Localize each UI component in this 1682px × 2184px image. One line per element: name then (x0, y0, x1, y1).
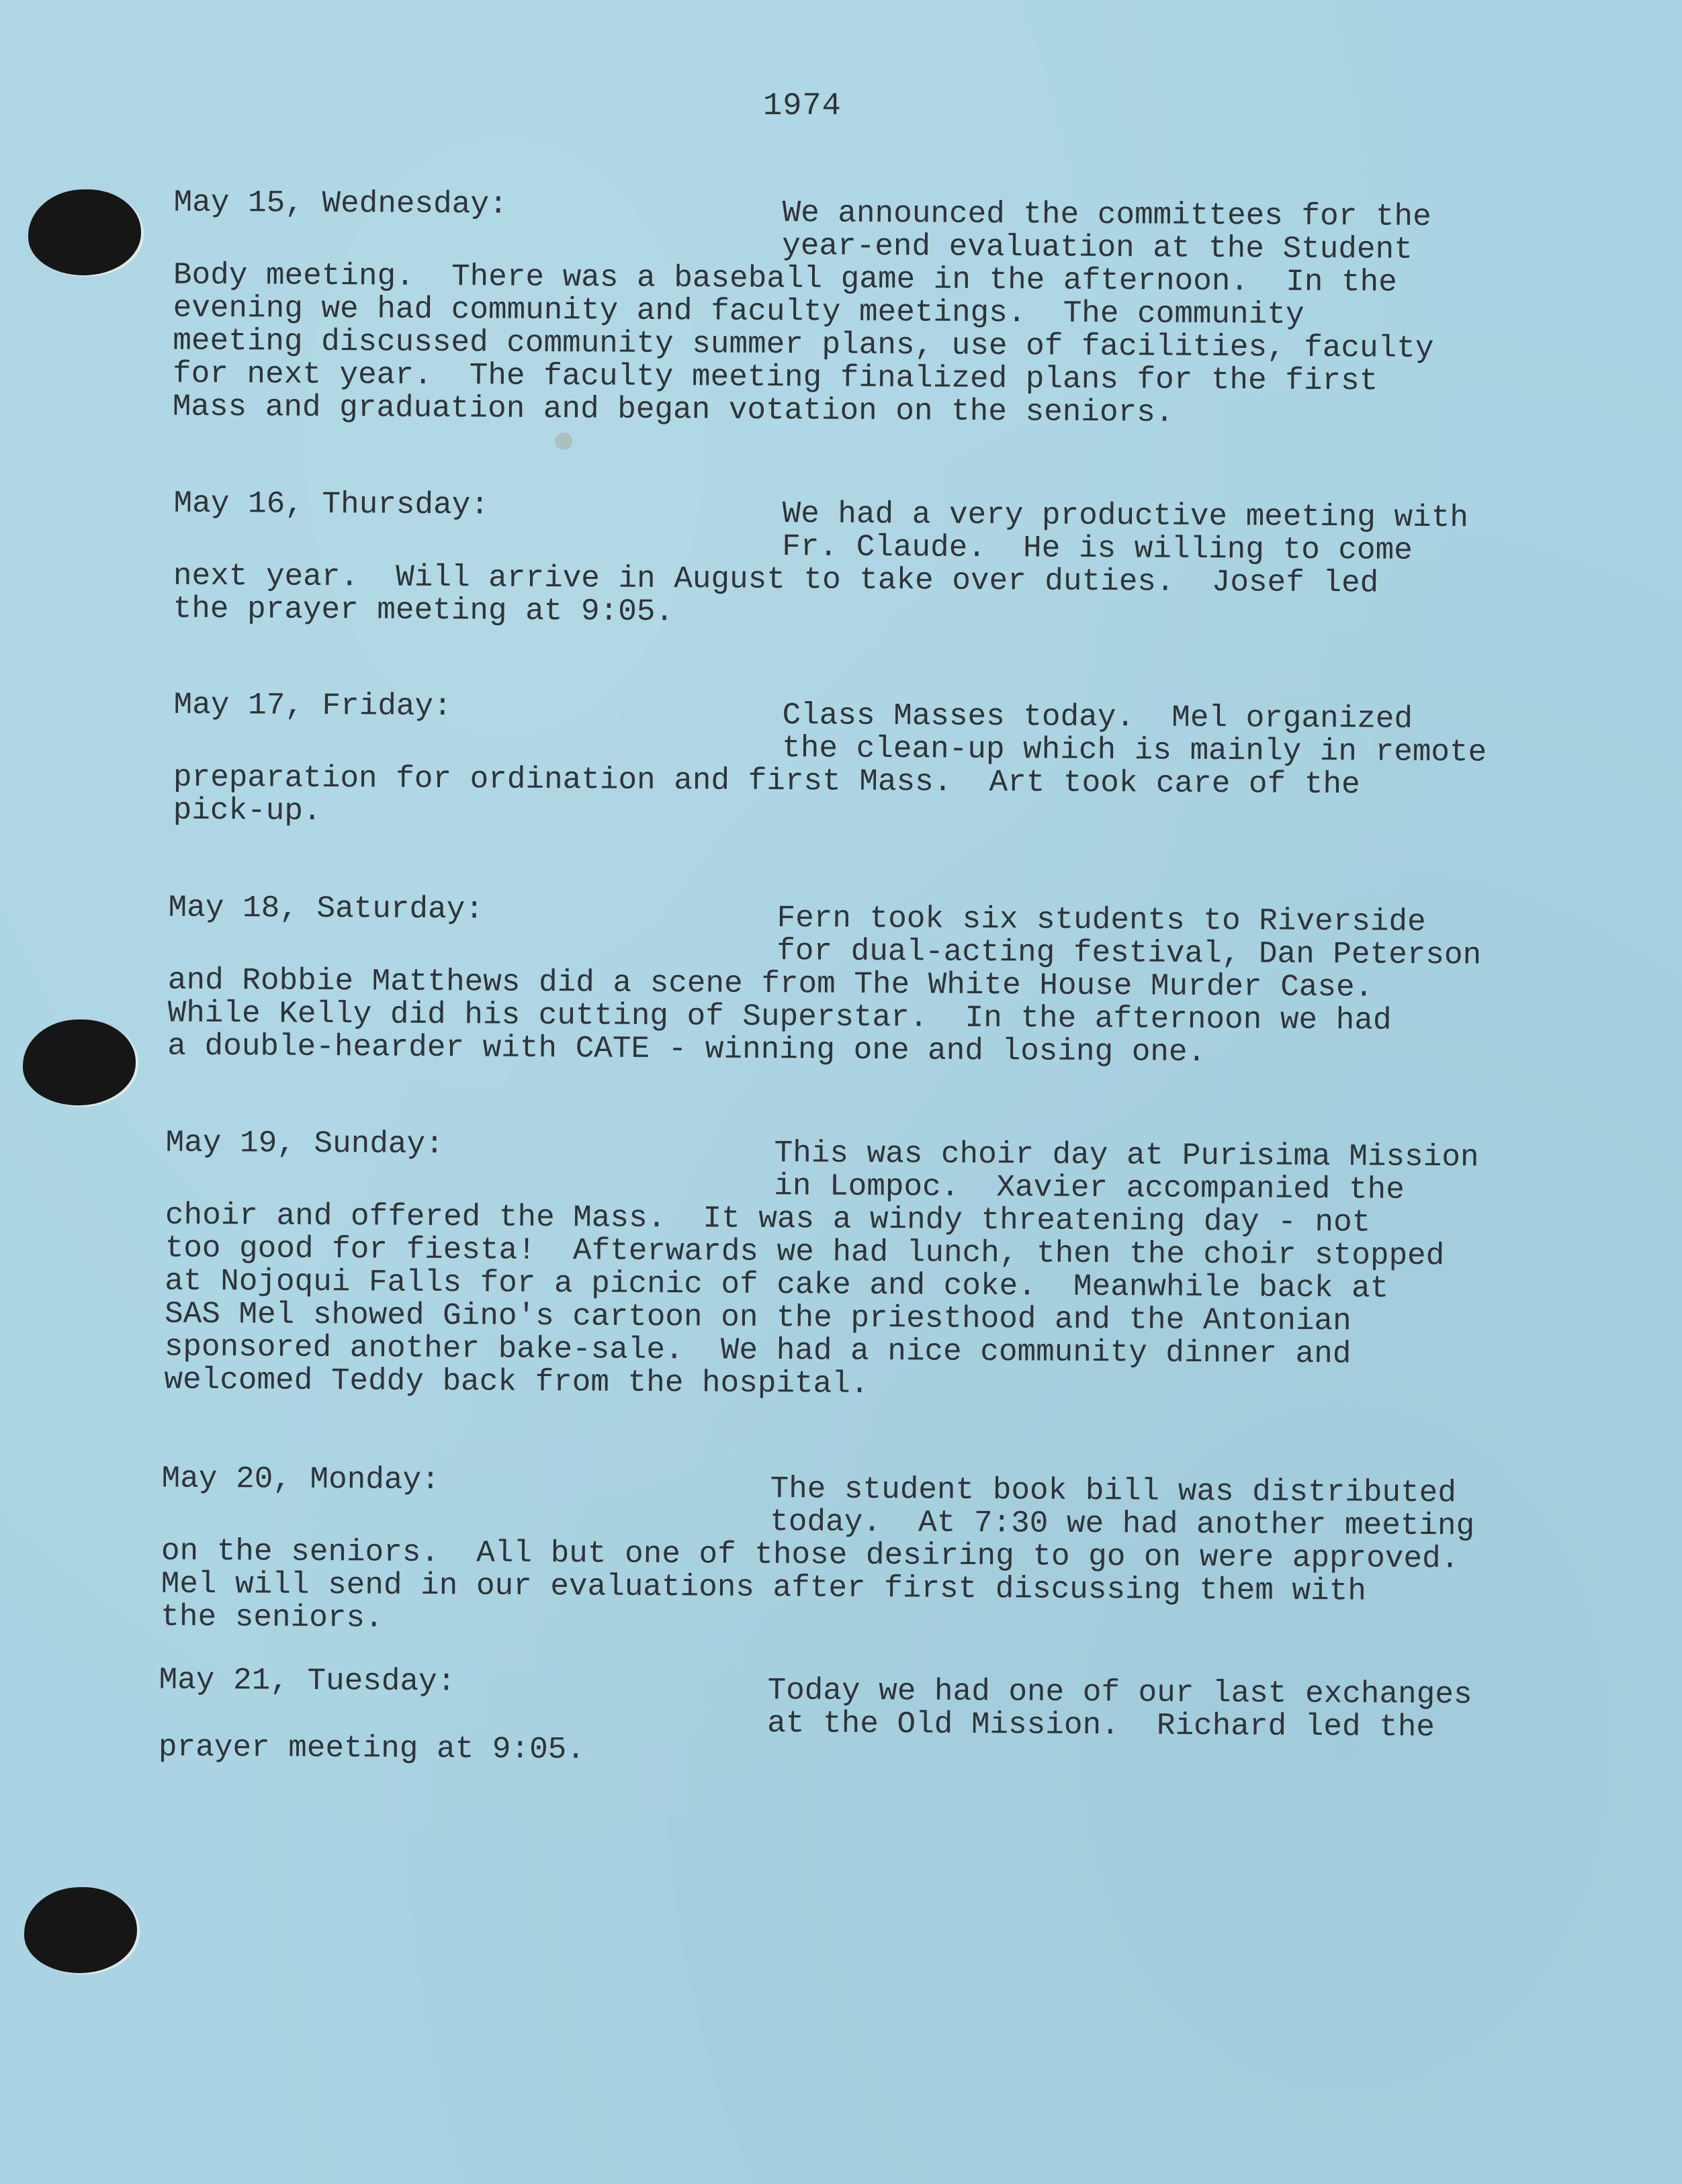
entry-date: May 17, Friday: (173, 687, 452, 725)
entry-lead-text: We had a very productive meeting with Fr. Claude. He is willing to come (782, 496, 1469, 568)
entry-lead-text: Today we had one of our last exchanges at the Old Mission. Richard led the (767, 1673, 1472, 1745)
entry-lead-text: Class Masses today. Mel organized the clean-up which is mainly in remote (782, 698, 1487, 770)
entry-body-text: preparation for ordination and first Mass. Art took care of the pick-up. (173, 760, 1360, 829)
binder-hole-top (28, 189, 141, 275)
entry-body-text: next year. Will arrive in August to take over duties. Josef led the prayer meeting at 9:05. (173, 558, 1379, 630)
entry-lead-text: We announced the committees for the year-end evaluation at the Student (782, 195, 1431, 267)
entry-date: May 18, Saturday: (168, 890, 484, 927)
journal-entry (161, 185, 1599, 430)
binder-hole-middle (23, 1019, 136, 1105)
entry-date: May 21, Tuesday: (159, 1662, 456, 1700)
entry-date: May 16, Thursday: (173, 486, 490, 523)
entry-body-text: on the seniors. All but one of those desiring to go on were approved. Mel will send in our evaluations after first discussing them with the seniors. (161, 1533, 1460, 1636)
journal-entry (161, 688, 1599, 862)
entry-lead-text: Fern took six students to Riverside for dual-acting festival, Dan Peterson (777, 901, 1482, 973)
entry-body-text: Body meeting. There was a baseball game in the afternoon. In the evening we had community and faculty meetings. The community meeting discussed community summer plans, use of facilities, faculty for next year. The faculty meeting finalized plans for the first Mass and graduation and began votation on the seniors. (172, 257, 1434, 430)
entry-date: May 15, Wednesday: (173, 185, 508, 222)
entry-lead-text: The student book bill was distributed today. At 7:30 we had another meeting (770, 1471, 1475, 1544)
entry-body-text: prayer meeting at 9:05. (158, 1729, 586, 1768)
journal-entry (148, 1462, 1587, 1635)
journal-entry (146, 1664, 1584, 1837)
page-year: 1974 (763, 89, 842, 124)
entry-body-text: and Robbie Matthews did a scene from The White House Murder Case. While Kelly did his cutting of Superstar. In the afternoon we had a double-hearder with CATE - winning one and losing one. (167, 962, 1392, 1071)
entry-body-text: choir and offered the Mass. It was a windy threatening day - not too good for fiesta! Afterwards we had lunch, then the choir stopped at Nojoqui Falls for a picnic of cake and coke. Meanwhile back at SAS Mel showed Gino's cartoon on the priesthood and the Antonian sponsored another bake-sale. We had a nice community dinner and welcomed Teddy back from the hospital. (164, 1197, 1445, 1402)
journal-entry (152, 1125, 1591, 1402)
paper-stain (555, 433, 572, 450)
journal-entry (155, 890, 1593, 1071)
binder-hole-bottom (24, 1887, 137, 1973)
entry-date: May 19, Sunday: (165, 1125, 444, 1163)
journal-entry (161, 487, 1599, 660)
entry-date: May 20, Monday: (161, 1461, 440, 1498)
entry-lead-text: This was choir day at Purisima Mission in Lompoc. Xavier accompanied the (774, 1136, 1479, 1208)
